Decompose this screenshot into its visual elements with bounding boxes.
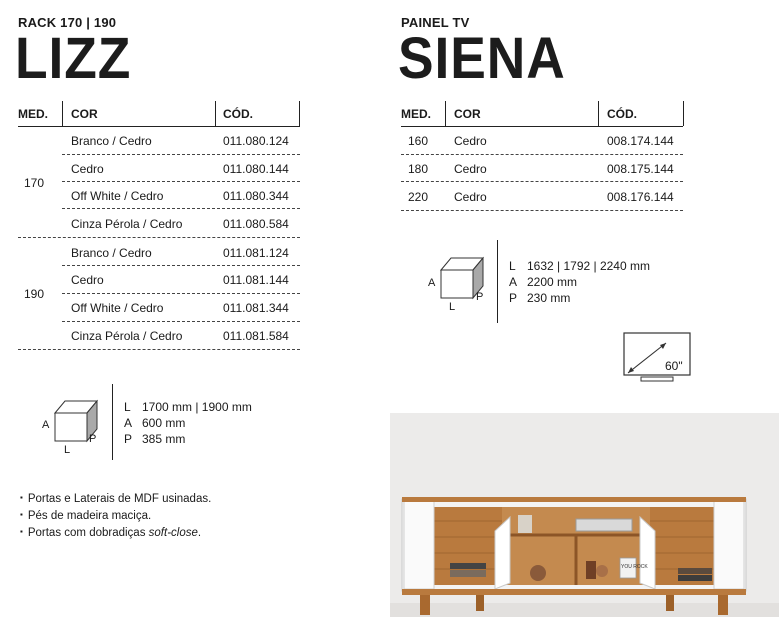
lizz-header-divider [299, 101, 300, 126]
box-label-l: L [64, 444, 71, 455]
dimension-box-icon [40, 393, 110, 455]
feature-list [20, 491, 211, 542]
wooden-leg [476, 595, 484, 611]
wooden-leg [718, 595, 728, 615]
lizz-header-med: MED. [18, 107, 48, 121]
table-cell: 011.081.144 [223, 273, 289, 287]
feature-text: . [197, 527, 202, 539]
row-divider [62, 154, 300, 155]
box-front-face [55, 413, 87, 441]
wooden-leg [666, 595, 674, 611]
row-divider [62, 208, 300, 209]
dim-key: A [509, 275, 518, 289]
book-stack [678, 575, 712, 581]
table-cell: 011.080.344 [223, 189, 289, 203]
table-cell: Cedro [454, 134, 487, 148]
siena-header-cod: CÓD. [607, 107, 637, 121]
tv-size-icon [614, 330, 696, 384]
dim-key: P [509, 291, 518, 305]
cabinet-base [402, 589, 746, 595]
dim-value: 2200 mm [527, 275, 578, 289]
feature-item [20, 525, 211, 542]
book-stack [450, 570, 486, 577]
side-door-left [404, 501, 434, 589]
dim-key: L [509, 259, 516, 273]
table-cell: 160 [408, 134, 429, 148]
table-cell: 011.080.584 [223, 217, 289, 231]
dim-key: A [124, 416, 133, 430]
media-device [576, 519, 632, 531]
dimension-divider [112, 384, 113, 460]
feature-italic: soft-close [148, 527, 198, 539]
row-divider [401, 181, 683, 182]
rack-subtitle: RACK 170 | 190 [18, 15, 117, 30]
decor-bottle [586, 561, 596, 579]
lizz-med-170: 170 [24, 176, 45, 190]
box-label-a: A [428, 277, 436, 289]
dim-value: 1700 mm | 1900 mm [142, 400, 252, 414]
feature-item: ▪ Pés de madeira maciça. [20, 508, 211, 525]
siena-header-divider [445, 101, 446, 126]
feature-item: ▪ Portas e Laterais de MDF usinadas. [20, 491, 211, 508]
box-label-l: L [449, 301, 456, 312]
tv-size-label: 60" [665, 359, 683, 373]
siena-header-cor: COR [454, 107, 481, 121]
box-label-p: P [476, 291, 484, 303]
row-divider [62, 265, 300, 266]
siena-header-divider [683, 101, 684, 126]
table-cell: 008.176.144 [607, 190, 674, 204]
table-cell: 011.081.124 [223, 246, 289, 260]
lizz-dimensions [124, 399, 252, 447]
book-cover-text: YOU ROCK [621, 564, 648, 570]
rack-title: LIZZ [15, 26, 132, 91]
table-cell: 011.081.584 [223, 329, 289, 343]
lizz-header-divider [62, 101, 63, 126]
dim-value: 1632 | 1792 | 2240 mm [527, 259, 650, 273]
row-divider [401, 154, 683, 155]
lizz-header-cod: CÓD. [223, 107, 253, 121]
cabinet-top [402, 497, 746, 502]
decor-vase [596, 565, 608, 577]
siena-header-med: MED. [401, 107, 431, 121]
siena-dimensions [509, 258, 650, 306]
table-bottom-rule [401, 210, 683, 211]
table-cell: 008.175.144 [607, 162, 674, 176]
lizz-header-cor: COR [71, 107, 98, 121]
table-cell: Cinza Pérola / Cedro [71, 217, 183, 231]
table-cell: Cedro [71, 162, 104, 176]
wooden-leg [420, 595, 430, 615]
table-cell: 011.080.144 [223, 162, 289, 176]
table-cell: Cinza Pérola / Cedro [71, 329, 183, 343]
table-cell: Cedro [454, 190, 487, 204]
table-cell: Branco / Cedro [71, 246, 152, 260]
dimension-box-icon [426, 250, 496, 312]
dim-value: 385 mm [142, 432, 186, 446]
lizz-header-divider [215, 101, 216, 126]
table-cell: Branco / Cedro [71, 134, 152, 148]
decor-vase [530, 565, 546, 581]
siena-header-rule [401, 126, 683, 127]
dim-key: L [124, 400, 131, 414]
panel-subtitle: PAINEL TV [401, 15, 470, 30]
book-stack [450, 563, 486, 569]
box-label-p: P [89, 433, 97, 445]
dim-value: 600 mm [142, 416, 186, 430]
table-cell: Cedro [454, 162, 487, 176]
dim-value: 230 mm [527, 291, 571, 305]
product-photo [390, 413, 779, 617]
box-label-a: A [42, 419, 50, 431]
table-bottom-rule [18, 349, 300, 350]
panel-title: SIENA [398, 26, 566, 91]
tv-stand-icon [641, 377, 673, 381]
lizz-med-190: 190 [24, 287, 45, 301]
group-divider [18, 237, 300, 238]
table-cell: 011.080.124 [223, 134, 289, 148]
table-cell: Off White / Cedro [71, 301, 164, 315]
table-cell: 180 [408, 162, 429, 176]
dim-key: P [124, 432, 133, 446]
row-divider [62, 181, 300, 182]
book-stack [678, 568, 712, 574]
table-cell: 220 [408, 190, 429, 204]
decor-item [518, 515, 532, 533]
siena-header-divider [598, 101, 599, 126]
table-cell: Cedro [71, 273, 104, 287]
table-cell: 008.174.144 [607, 134, 674, 148]
feature-text: Portas com dobradiças [27, 527, 149, 539]
lizz-header-rule [18, 126, 300, 127]
row-divider [62, 293, 300, 294]
side-door-right [714, 501, 744, 589]
dimension-divider [497, 240, 498, 323]
table-cell: Off White / Cedro [71, 189, 164, 203]
table-cell: 011.081.344 [223, 301, 289, 315]
row-divider [62, 321, 300, 322]
box-front-face [441, 270, 473, 298]
